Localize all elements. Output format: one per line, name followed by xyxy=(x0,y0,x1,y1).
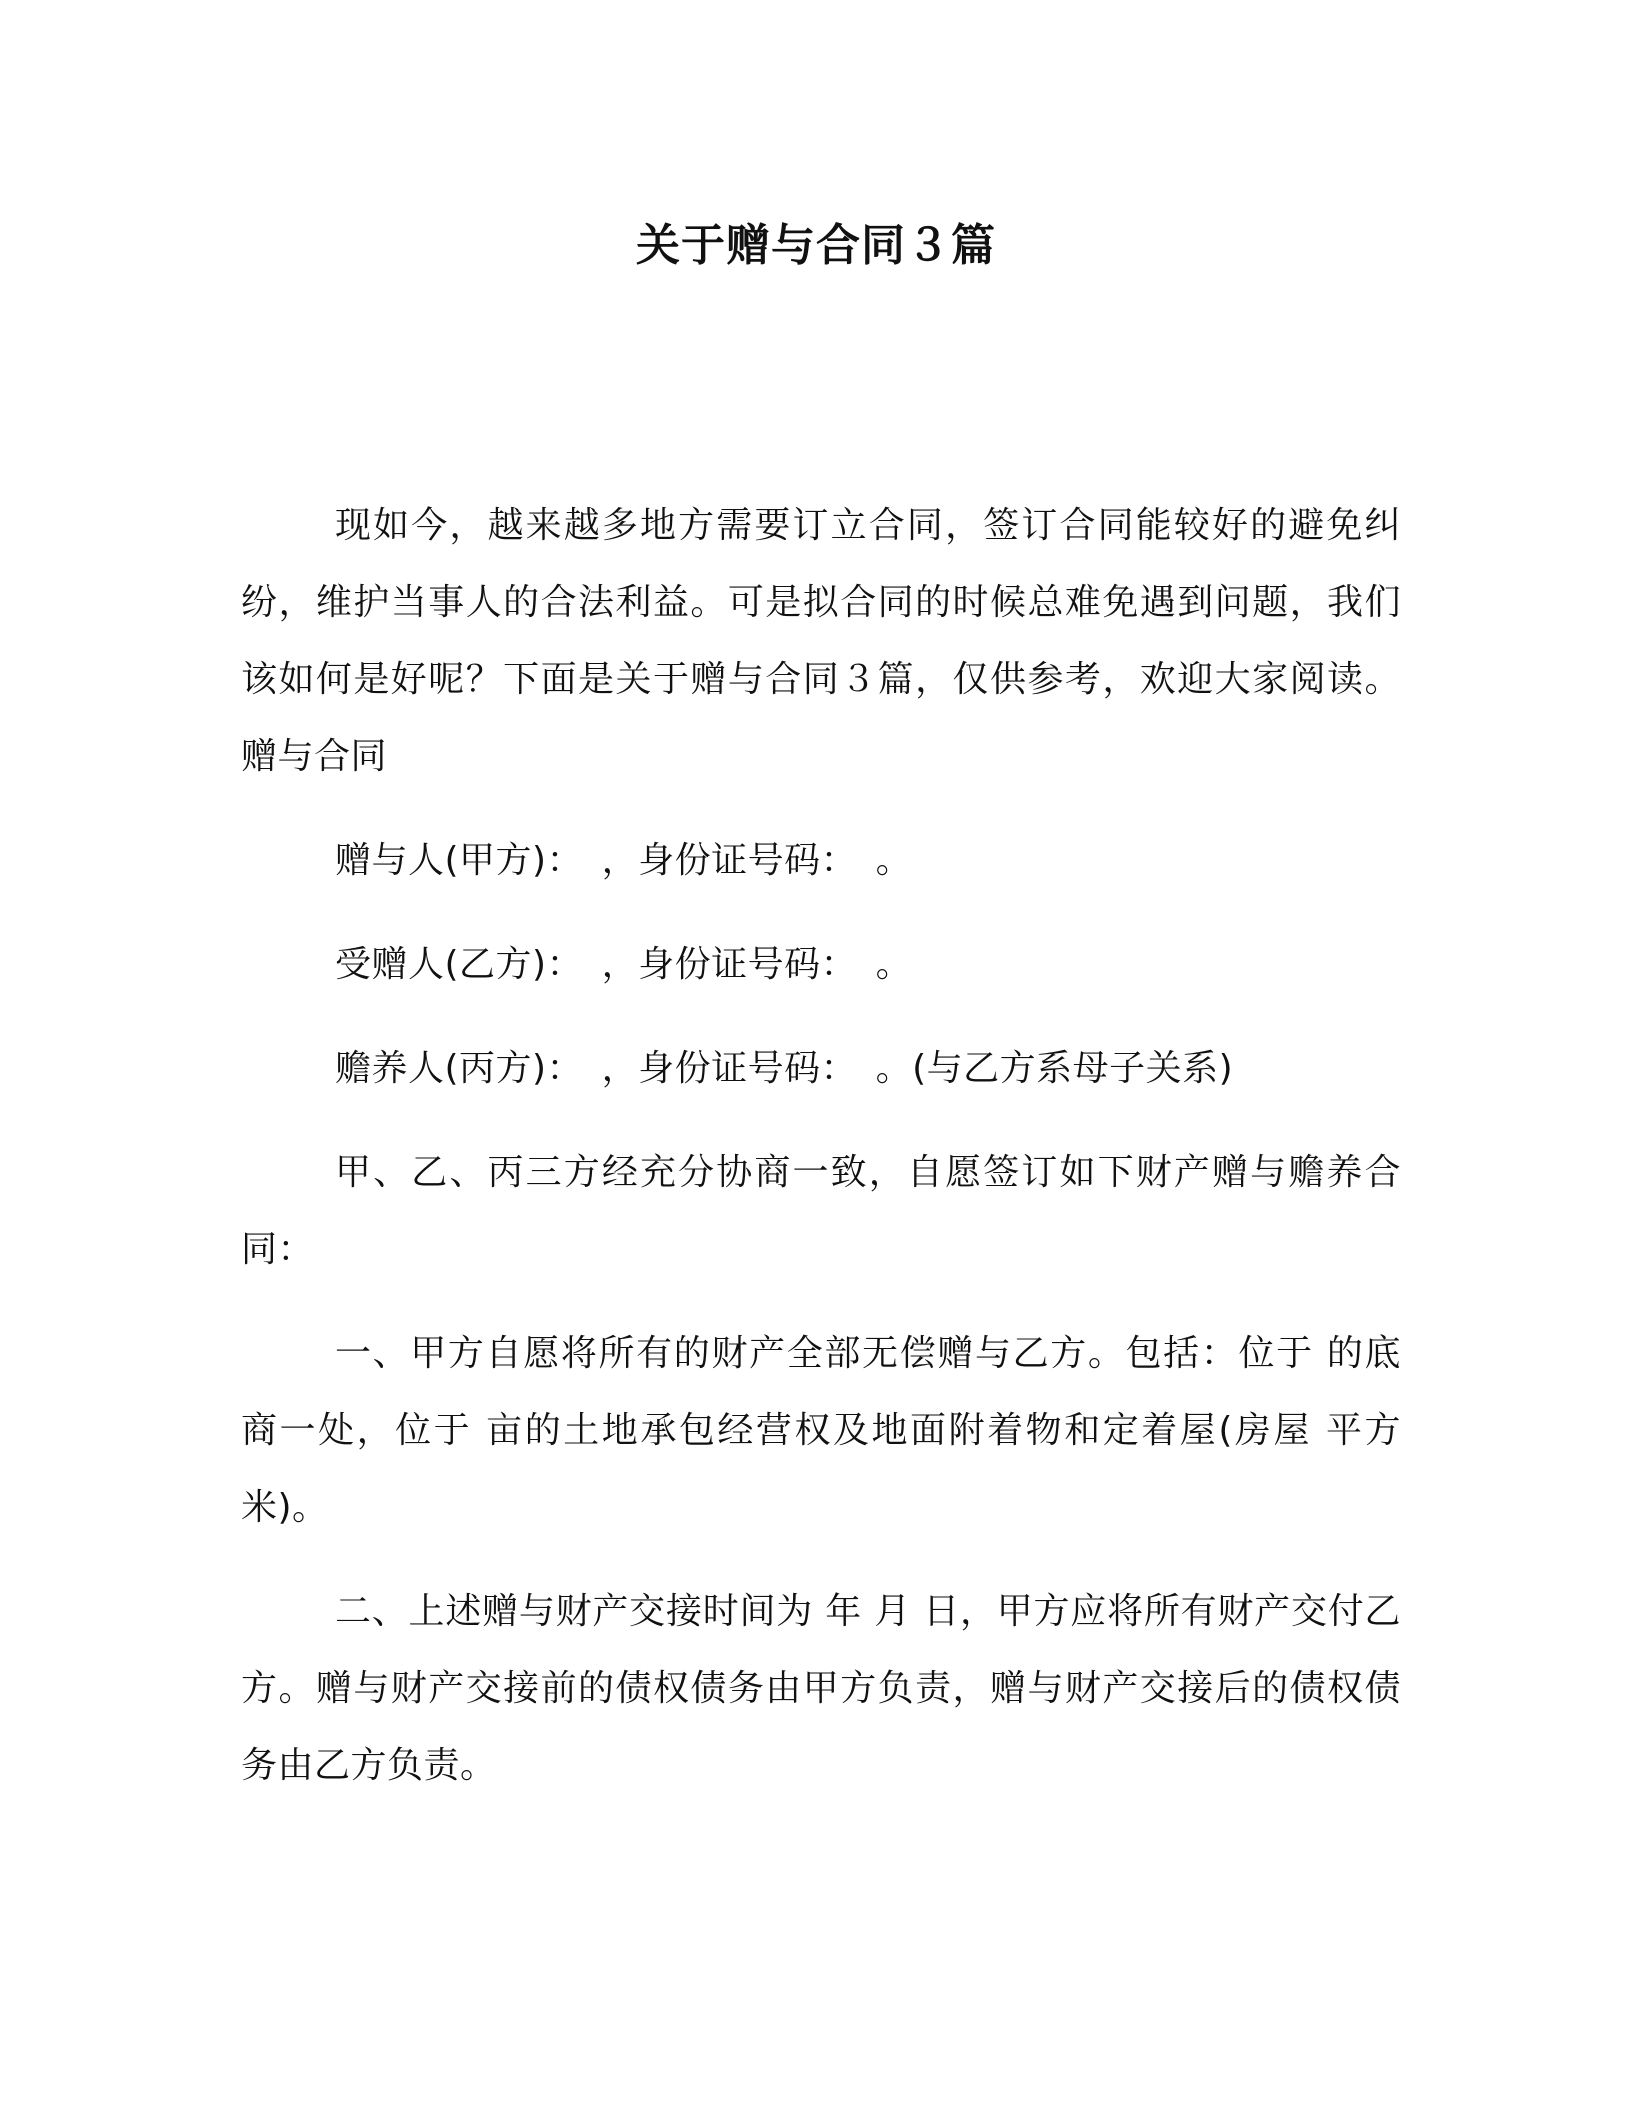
donor-line: 赠与人(甲方)： ，身份证号码： 。 xyxy=(335,840,913,881)
clause-one-paragraph: 一、甲方自愿将所有的财产全部无偿赠与乙方。包括：位于 的底商一处，位于 亩的土地承包经营权及地面附着物和定着屋(房屋 平方米)。 xyxy=(241,1333,1401,1528)
donee-line: 受赠人(乙方)： ，身份证号码： 。 xyxy=(335,944,913,985)
supporter-line: 赡养人(丙方)： ，身份证号码： 。(与乙方系母子关系) xyxy=(335,1048,1234,1089)
document-title: 关于赠与合同３篇 xyxy=(636,220,996,271)
document-body xyxy=(241,487,1401,1804)
agreement-paragraph: 甲、乙、丙三方经充分协商一致，自愿签订如下财产赠与赡养合同： xyxy=(241,1152,1401,1270)
intro-paragraph: 现如今，越来越多地方需要订立合同，签订合同能较好的避免纠纷，维护当事人的合法利益。可是拟合同的时候总难免遇到问题，我们该如何是好呢？下面是关于赠与合同３篇，仅供参考，欢迎大家阅读。赠与合同 xyxy=(241,505,1401,777)
clause-two-paragraph: 二、上述赠与财产交接时间为 年 月 日，甲方应将所有财产交付乙方。赠与财产交接前的债权债务由甲方负责，赠与财产交接后的债权债务由乙方负责。 xyxy=(241,1591,1401,1786)
